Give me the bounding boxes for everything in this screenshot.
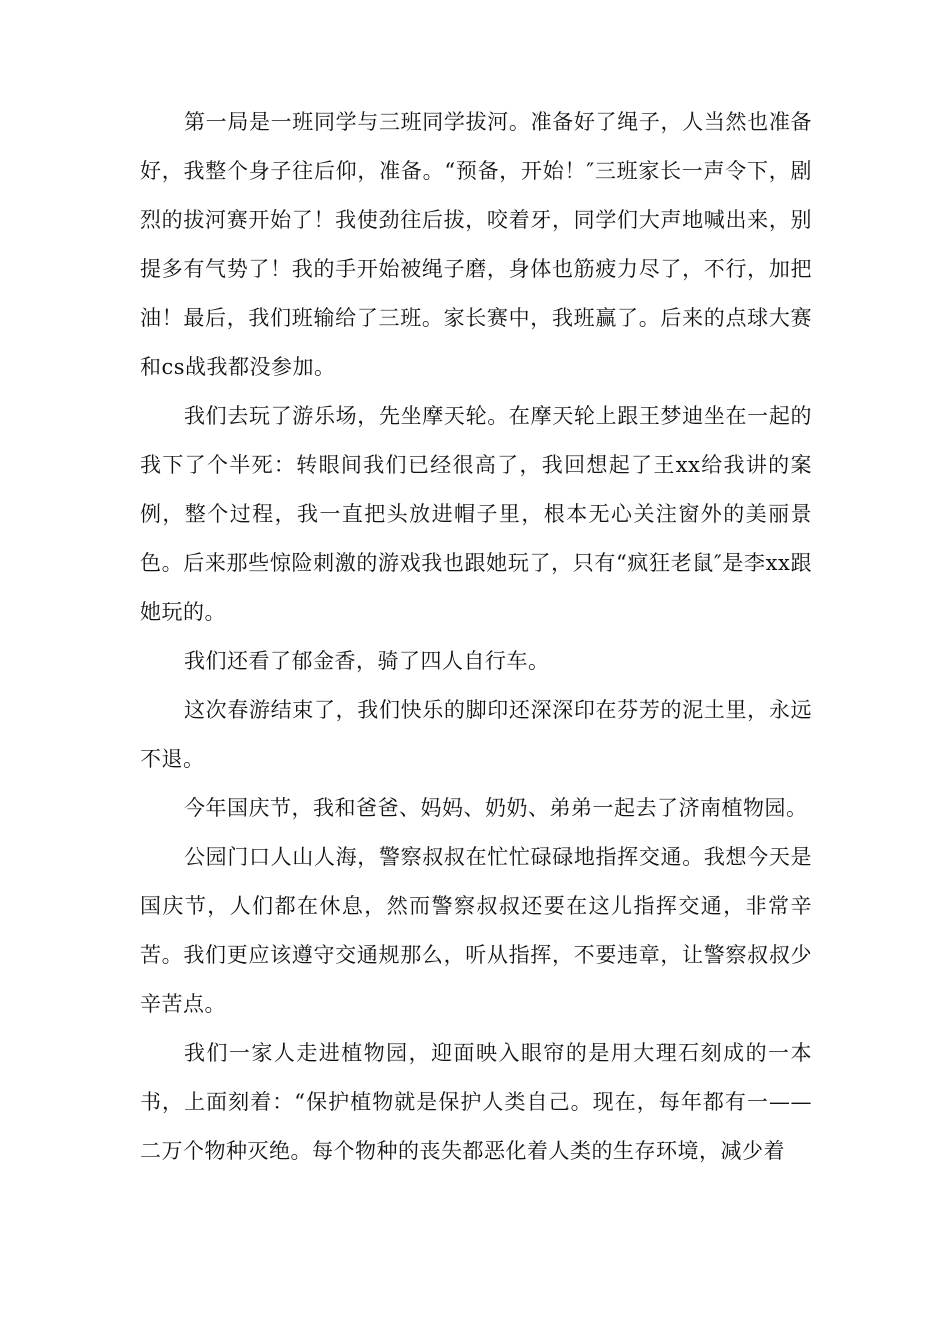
paragraph-park-entrance: 公园门口人山人海，警察叔叔在忙忙碌碌地指挥交通。我想今天是国庆节，人们都在休息，然而警察叔叔还要在这儿指挥交通，非常辛苦。我们更应该遵守交通规那么，听从指挥，不要违章，让警察叔叔少辛苦点。 [140, 845, 812, 1016]
paragraph-amusement-park: 我们去玩了游乐场，先坐摩天轮。在摩天轮上跟王梦迪坐在一起的我下了个半死：转眼间我们已经很高了，我回想起了王xx给我讲的案例，整个过程，我一直把头放进帽子里，根本无心关注窗外的美丽景色。后来那些惊险刺激的游戏我也跟她玩了，只有“疯狂老鼠″是李xx跟她玩的。 [140, 404, 812, 624]
paragraph-spring-trip-end: 这次春游结束了，我们快乐的脚印还深深印在芬芳的泥土里，永远不退。 [140, 698, 812, 771]
document-body [140, 98, 812, 1176]
paragraph-national-day: 今年国庆节，我和爸爸、妈妈、奶奶、弟弟一起去了济南植物园。 [184, 796, 808, 820]
paragraph-marble-book: 我们一家人走进植物园，迎面映入眼帘的是用大理石刻成的一本书，上面刻着：“保护植物就是保护人类自己。现在，每年都有一——二万个物种灭绝。每个物种的丧失都恶化着人类的生存环境，减少着 [140, 1041, 812, 1163]
paragraph-tulips: 我们还看了郁金香，骑了四人自行车。 [184, 649, 550, 673]
paragraph-tug-of-war: 第一局是一班同学与三班同学拔河。准备好了绳子，人当然也准备好，我整个身子往后仰，准备。“预备，开始！″三班家长一声令下，剧烈的拔河赛开始了！我使劲往后拔，咬着牙，同学们大声地喊出来，别提多有气势了！我的手开始被绳子磨，身体也筋疲力尽了，不行，加把油！最后，我们班输给了三班。家长赛中，我班赢了。后来的点球大赛和cs战我都没参加。 [140, 110, 812, 379]
